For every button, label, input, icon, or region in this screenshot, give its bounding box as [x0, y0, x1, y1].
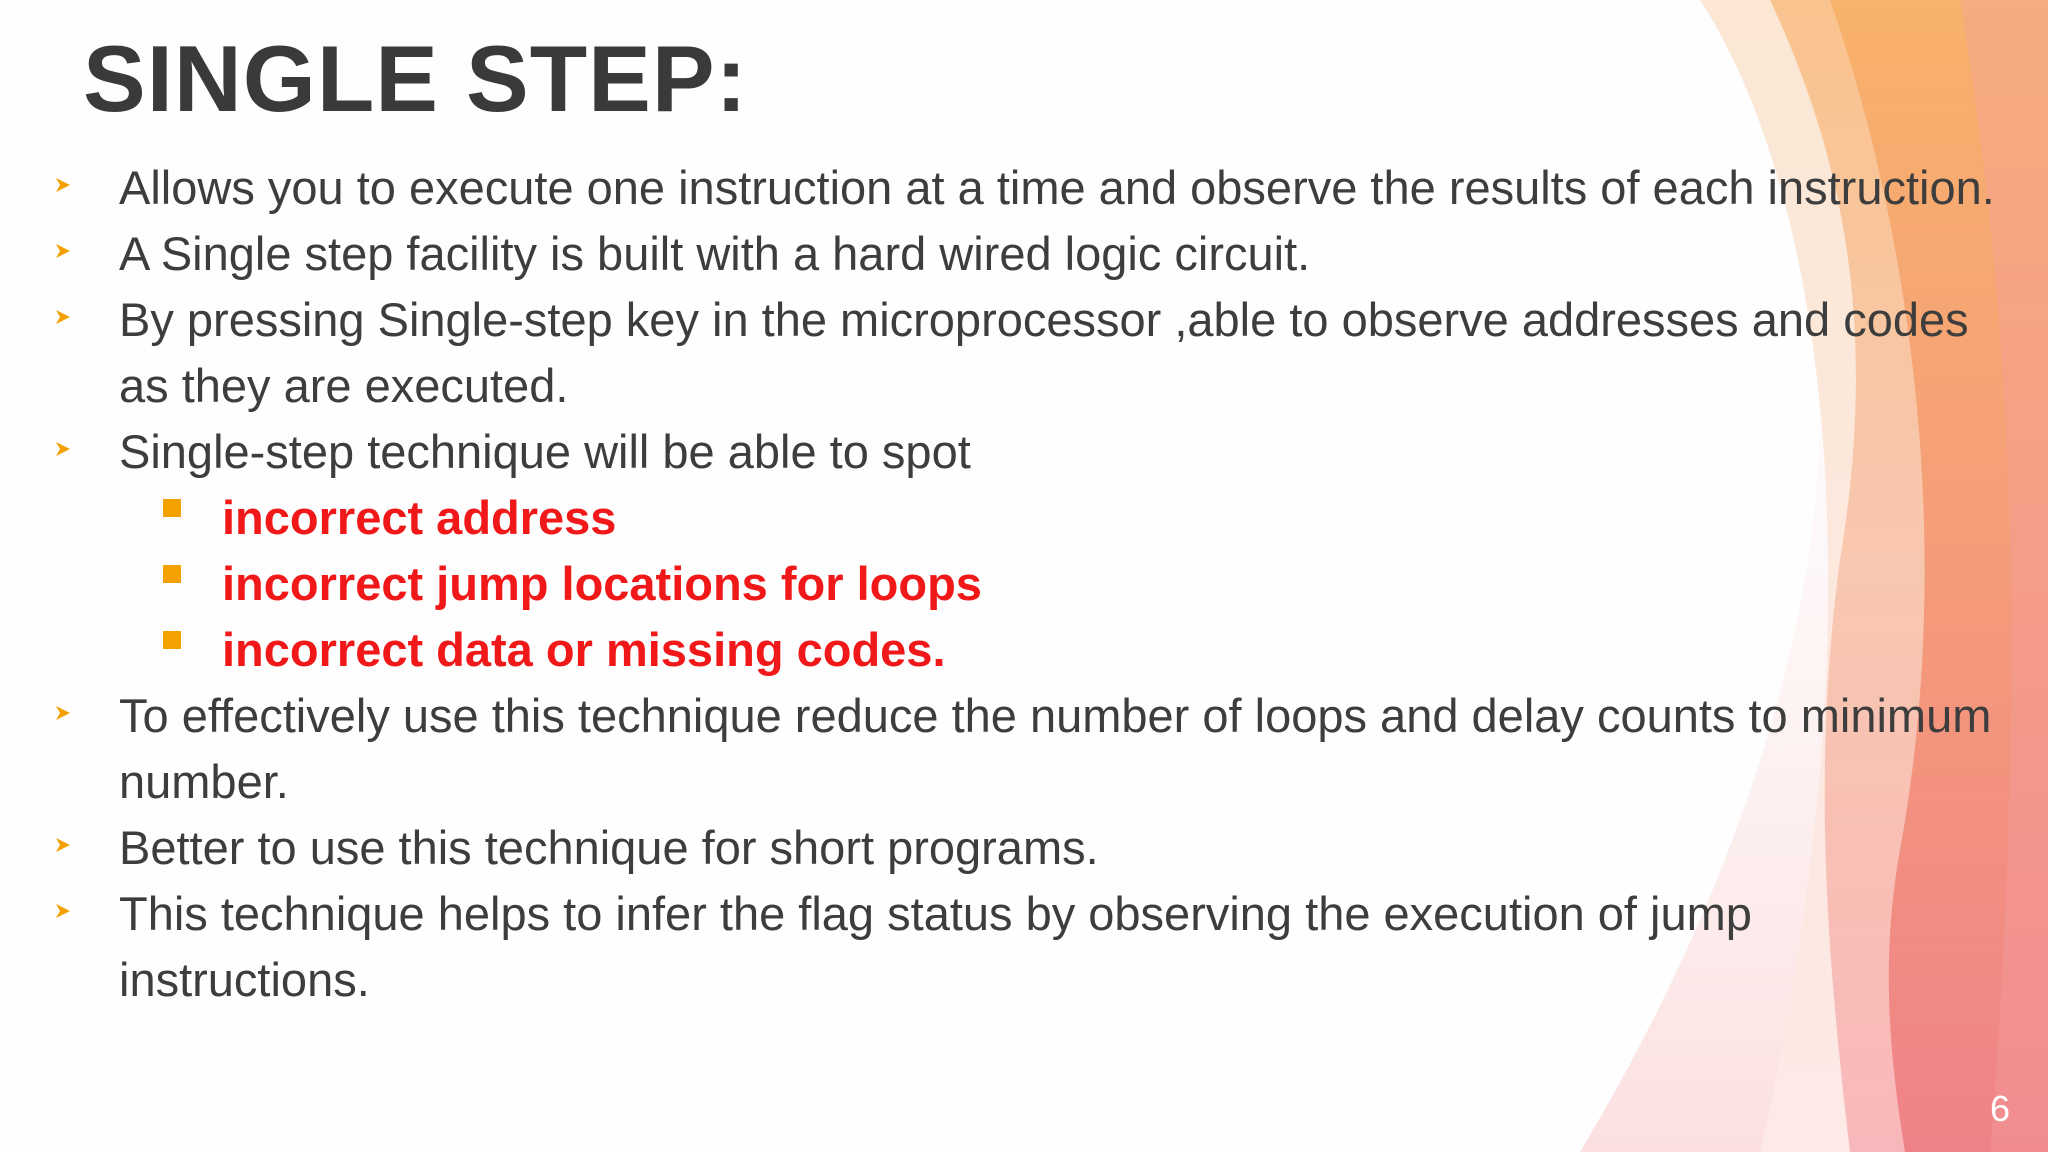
arrowhead-bullet-icon [54, 836, 72, 854]
bullet-text: Allows you to execute one instruction at a time and observe the results of each instruction. [119, 161, 1995, 214]
bullet-item [50, 683, 2010, 815]
arrowhead-bullet-icon [54, 440, 72, 458]
square-bullet-icon [163, 565, 181, 583]
bullet-text: Better to use this technique for short programs. [119, 821, 1099, 874]
arrowhead-bullet-icon [54, 176, 72, 194]
bullet-item [50, 221, 2010, 287]
arrowhead-bullet-icon [54, 902, 72, 920]
arrowhead-bullet-icon [54, 308, 72, 326]
bullet-text: A Single step facility is built with a hard wired logic circuit. [119, 227, 1311, 280]
square-bullet-icon [163, 631, 181, 649]
sub-bullet-text: incorrect address [222, 491, 617, 544]
bullet-list [50, 155, 2010, 1013]
sub-bullet-item [50, 617, 2010, 683]
bullet-text: This technique helps to infer the flag status by observing the execution of jump instructions. [119, 887, 1752, 1006]
sub-bullet-item [50, 551, 2010, 617]
bullet-text: By pressing Single-step key in the microprocessor ,able to observe addresses and codes as they are executed. [119, 293, 1969, 412]
bullet-item [50, 815, 2010, 881]
arrowhead-bullet-icon [54, 704, 72, 722]
bullet-text: To effectively use this technique reduce the number of loops and delay counts to minimum number. [119, 689, 1992, 808]
bullet-item [50, 419, 2010, 485]
slide-title: SINGLE STEP: [83, 26, 748, 131]
square-bullet-icon [163, 499, 181, 517]
sub-bullet-text: incorrect jump locations for loops [222, 557, 982, 610]
bullet-item [50, 881, 2010, 1013]
arrowhead-bullet-icon [54, 242, 72, 260]
sub-bullet-text: incorrect data or missing codes. [222, 623, 946, 676]
page-number: 6 [1989, 1088, 2010, 1129]
bullet-item [50, 287, 2010, 419]
sub-bullet-item [50, 485, 2010, 551]
bullet-item [50, 155, 2010, 221]
bullet-text: Single-step technique will be able to spot [119, 425, 971, 478]
